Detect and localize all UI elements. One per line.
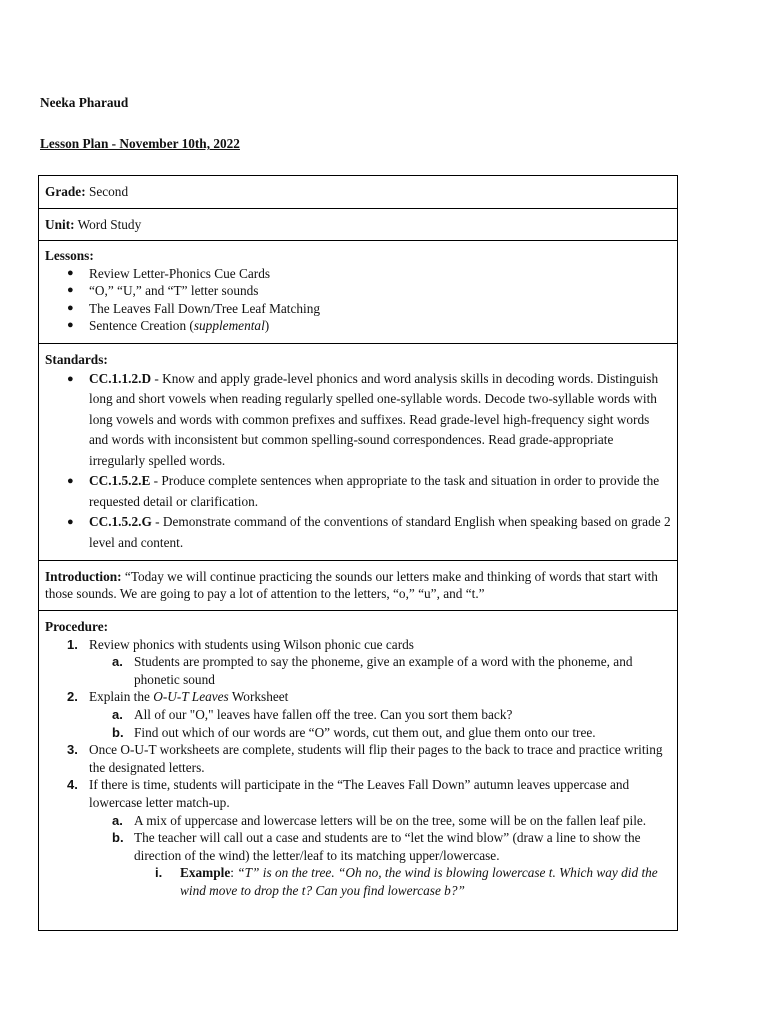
procedure-substep: [45, 706, 671, 724]
bullet-icon: ●: [67, 319, 74, 332]
standard-text: - Know and apply grade-level phonics and word analysis skills in decoding words. Distinguish long and short vowels when reading regularly spelled one-syllable words. Decode two-syllable words with long vowels and words with common prefixes and suffixes. Read grade-level high-frequency sight words and words with inconsistent but common spelling-sound correspondences. Read grade-appropriate irregularly spelled words.: [89, 370, 659, 468]
procedure-substep: [45, 653, 671, 688]
list-item: [45, 512, 671, 553]
unit-value: Word Study: [77, 217, 142, 232]
substep-letter: a.: [112, 812, 123, 828]
lesson-item-italic: supplemental: [193, 318, 265, 334]
substep-text: The teacher will call out a case and students are to “let the wind blow” (draw a line to show the direction of the wind) the letter/leaf to its matching upper/lowercase.: [134, 830, 641, 863]
list-item: [45, 282, 671, 300]
list-item: [45, 317, 671, 335]
step-text: Once O-U-T worksheets are complete, students will flip their pages to the back to trace and practice writing the designated letters.: [89, 742, 663, 775]
list-item: [45, 369, 671, 472]
step-text: Explain the: [89, 689, 154, 705]
procedure-step: [45, 688, 671, 706]
unit-row: [39, 208, 677, 240]
substep-text: Students are prompted to say the phoneme, give an example of a word with the phoneme, and phonetic sound: [134, 654, 633, 687]
grade-value: Second: [88, 184, 129, 199]
list-item: [45, 265, 671, 283]
step-number: 2.: [67, 689, 78, 705]
procedure-step: [45, 636, 671, 654]
step-text: Review phonics with students using Wilson phonic cue cards: [89, 636, 414, 652]
lessons-row: [39, 240, 677, 343]
lesson-plan-table: [38, 175, 678, 931]
introduction-paragraph: [45, 568, 671, 602]
example-colon: :: [230, 865, 238, 881]
procedure-example: [45, 864, 671, 899]
grade-label: Grade:: [45, 184, 86, 199]
procedure-substep: [45, 829, 671, 864]
standards-label: Standards:: [45, 352, 108, 367]
lesson-item-text: The Leaves Fall Down/Tree Leaf Matching: [89, 300, 321, 316]
list-item: [45, 300, 671, 318]
document-title: Lesson Plan - November 10th, 2022: [40, 136, 240, 151]
substep-letter: b.: [112, 830, 124, 846]
step-number: 3.: [67, 742, 78, 758]
standards-list: [45, 369, 671, 554]
introduction-label: Introduction:: [45, 569, 122, 584]
example-label: Example: [180, 865, 231, 881]
bullet-icon: ●: [67, 372, 74, 385]
standards-row: [39, 343, 677, 560]
step-text: If there is time, students will participate in the “The Leaves Fall Down” autumn leaves uppercase and lowercase letter match-up.: [89, 777, 630, 810]
step-text-suffix: Worksheet: [228, 689, 289, 705]
standard-text: - Demonstrate command of the conventions of standard English when speaking based on grade 2 level and content.: [89, 514, 671, 550]
substep-letter: a.: [112, 706, 123, 722]
bullet-icon: ●: [67, 516, 74, 529]
example-roman-numeral: i.: [155, 865, 163, 881]
worksheet-name: O-U-T Leaves: [153, 689, 229, 705]
lesson-item-text: Review Letter-Phonics Cue Cards: [89, 265, 271, 281]
substep-text: All of our "O," leaves have fallen off the tree. Can you sort them back?: [134, 706, 513, 722]
introduction-row: [39, 560, 677, 610]
substep-text: A mix of uppercase and lowercase letters will be on the tree, some will be on the fallen leaf pile.: [134, 812, 647, 828]
standard-code: CC.1.5.2.G: [89, 514, 152, 530]
standard-text: - Produce complete sentences when appropriate to the task and situation in order to provide the requested detail or clarification.: [89, 473, 660, 509]
list-item: [45, 471, 671, 512]
substep-letter: a.: [112, 654, 123, 670]
author-name: Neeka Pharaud: [40, 95, 129, 110]
step-number: 1.: [67, 636, 78, 652]
procedure-list: [45, 636, 671, 900]
standard-code: CC.1.5.2.E: [89, 473, 151, 489]
procedure-substep: [45, 812, 671, 830]
lesson-item-text: Sentence Creation (: [89, 318, 194, 334]
procedure-row: [39, 610, 677, 930]
procedure-substep: [45, 724, 671, 742]
unit-label: Unit:: [45, 217, 75, 232]
bullet-icon: ●: [67, 301, 74, 314]
example-text: “T” is on the tree. “Oh no, the wind is blowing lowercase t. Which way did the wind move to drop the t? Can you find lowercase b?”: [180, 865, 658, 898]
bullet-icon: ●: [67, 266, 74, 279]
introduction-text: “Today we will continue practicing the sounds our letters make and thinking of words that start with those sounds. We are going to pay a lot of attention to the letters, “o,” “u”, and “t.”: [45, 569, 658, 601]
standard-code: CC.1.1.2.D: [89, 370, 152, 386]
procedure-step: [45, 741, 671, 776]
step-number: 4.: [67, 777, 78, 793]
procedure-label: Procedure:: [45, 619, 109, 634]
bullet-icon: ●: [67, 284, 74, 297]
procedure-step: [45, 776, 671, 811]
grade-row: [39, 176, 677, 208]
substep-letter: b.: [112, 724, 124, 740]
lesson-item-suffix: ): [264, 318, 270, 334]
bullet-icon: ●: [67, 475, 74, 488]
lessons-label: Lessons:: [45, 248, 94, 263]
lessons-list: [45, 265, 671, 335]
lesson-item-text: “O,” “U,” and “T” letter sounds: [89, 283, 259, 299]
substep-text: Find out which of our words are “O” words, cut them out, and glue them onto our tree.: [134, 724, 596, 740]
